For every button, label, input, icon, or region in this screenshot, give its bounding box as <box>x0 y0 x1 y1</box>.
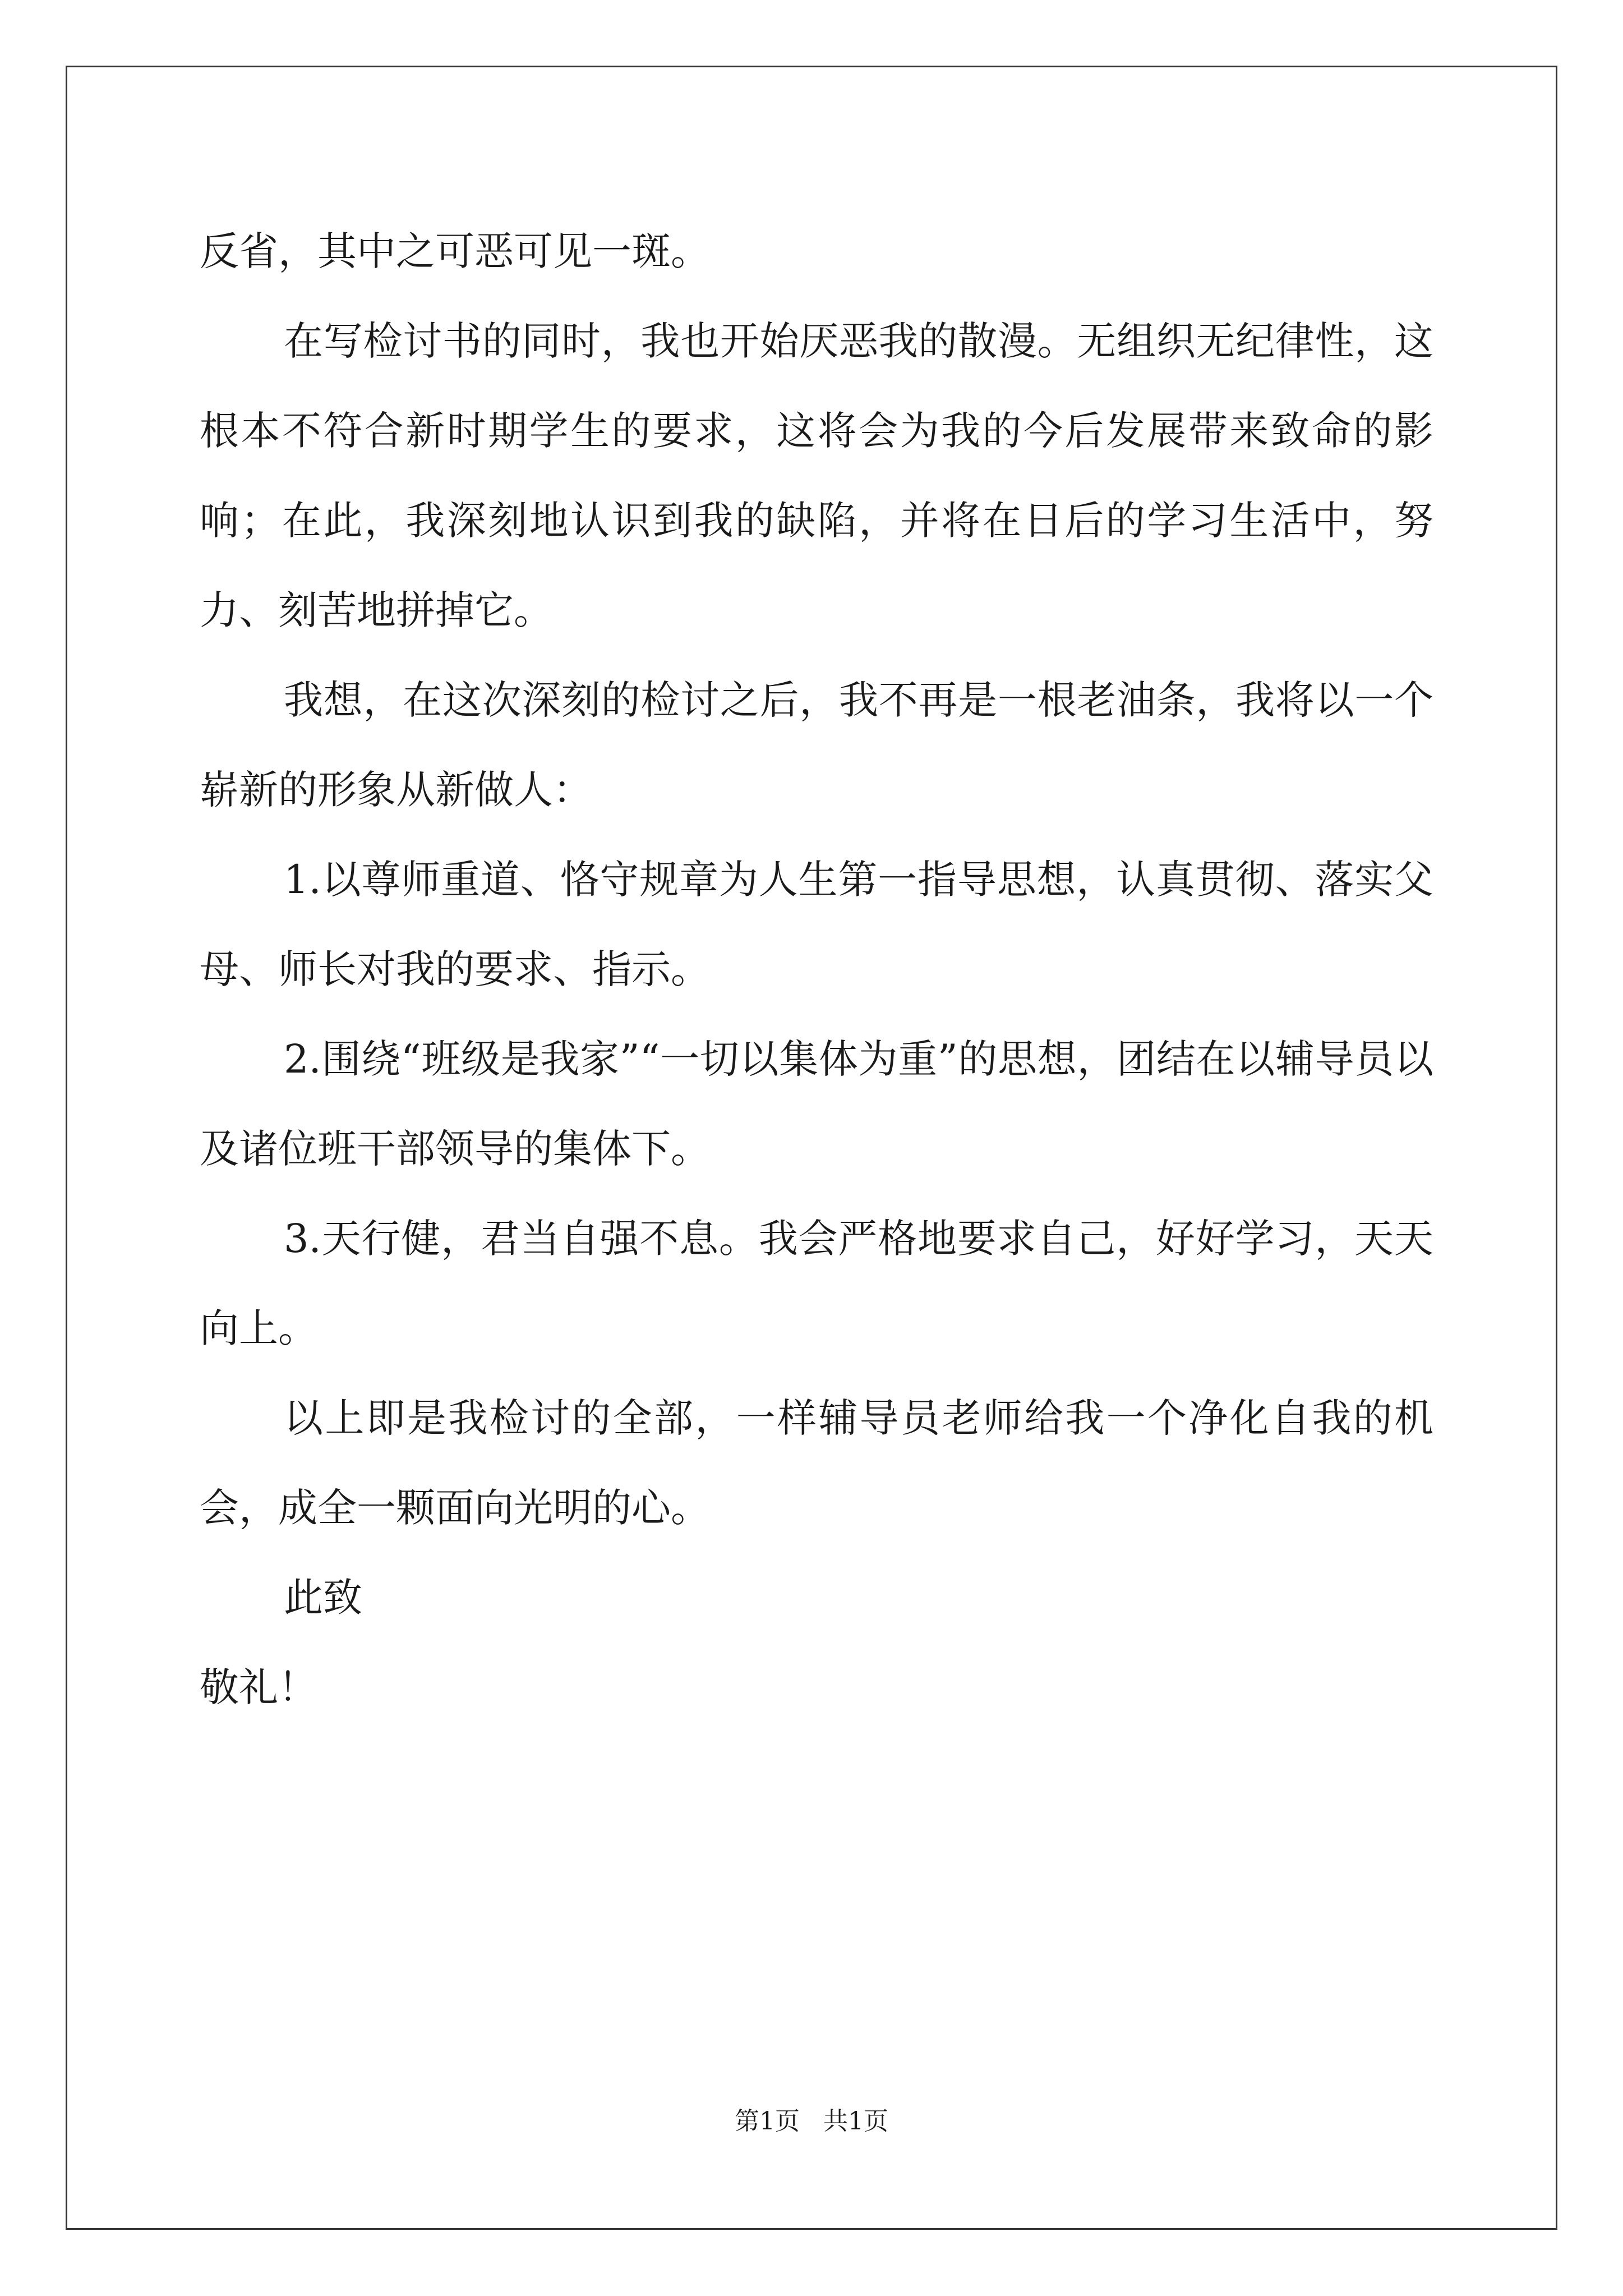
list-item-3: 3.天行健，君当自强不息。我会严格地要求自己，好好学习，天天向上。 <box>200 1216 1433 1351</box>
paragraph-resolution-intro: 我想，在这次深刻的检讨之后，我不再是一根老油条，我将以一个崭新的形象从新做人： <box>200 677 1433 813</box>
list-item-2: 2.围绕“班级是我家”“一切以集体为重”的思想，团结在以辅导员以及诸位班干部领导的集体下。 <box>200 1036 1433 1172</box>
document-body <box>200 206 1433 1732</box>
closing-regards: 敬礼！ <box>200 1664 317 1710</box>
paragraph-conclusion: 以上即是我检讨的全部，一样辅导员老师给我一个净化自我的机会，成全一颗面向光明的心。 <box>200 1395 1433 1531</box>
closing-salutation: 此致 <box>284 1575 362 1621</box>
page-number-footer: 第1页 共1页 <box>735 2107 888 2136</box>
paragraph-reflection: 在写检讨书的同时，我也开始厌恶我的散漫。无组织无纪律性，这根本不符合新时期学生的要求，这将会为我的今后发展带来致命的影响；在此，我深刻地认识到我的缺陷，并将在日后的学习生活中，努力、刻苦地拼掉它。 <box>200 318 1433 633</box>
paragraph-continuation: 反省，其中之可恶可见一斑。 <box>200 228 710 274</box>
list-item-1: 1.以尊师重道、恪守规章为人生第一指导思想，认真贯彻、落实父母、师长对我的要求、指示。 <box>200 857 1433 992</box>
